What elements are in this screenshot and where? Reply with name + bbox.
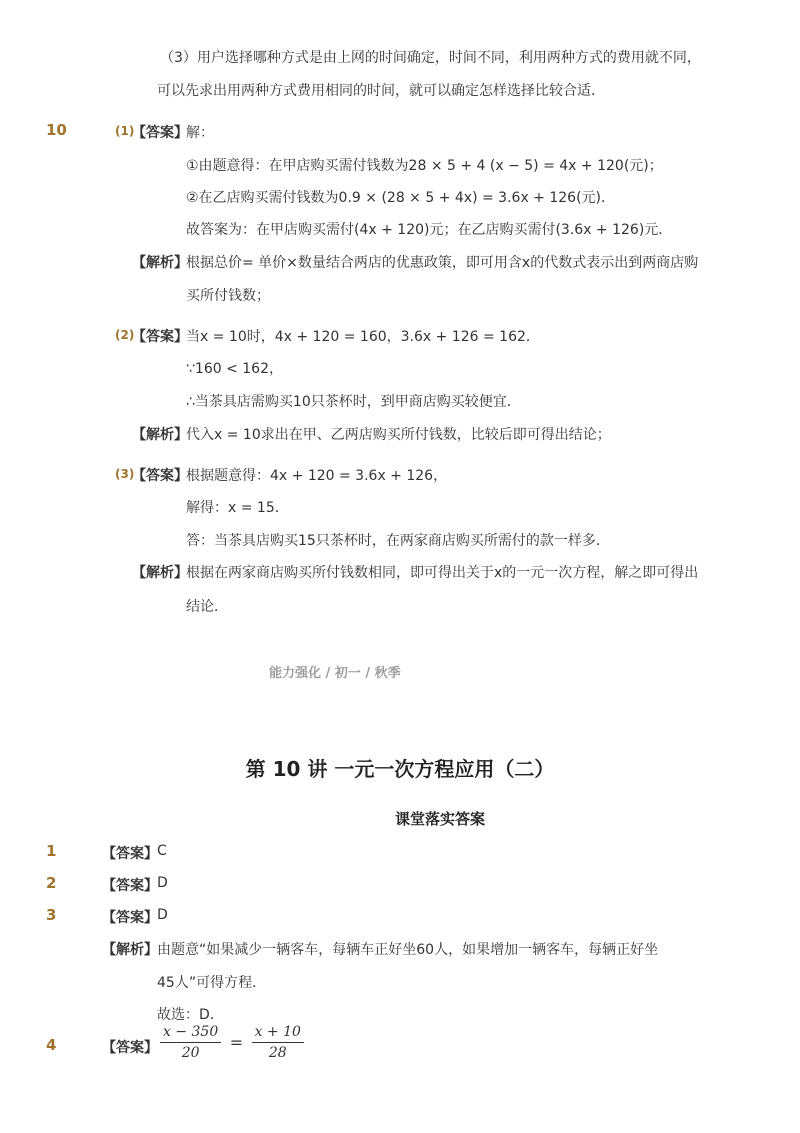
p1-line-1: ①由题意得：在甲店购买需付钱数为28 × 5 + 4 (x − 5) = 4x + 120(元)； — [186, 158, 663, 174]
question-number-3: 3 — [46, 906, 57, 924]
answer-text: 解： — [186, 125, 214, 141]
p3-line-1: 根据题意得：4x + 120 = 3.6x + 126， — [186, 468, 448, 484]
equals-sign: = — [229, 1033, 244, 1052]
p1-analysis-line-2: 买所付钱数； — [186, 288, 270, 304]
p1-line-3: 故答案为：在甲店购买需付(4x + 120)元；在乙店购买需付(3.6x + 126)元． — [186, 222, 673, 238]
answer-label: 【答案】 — [102, 1040, 158, 1056]
sub-label-1: (1) — [115, 124, 135, 138]
answer-label: 【答案】 — [102, 846, 158, 862]
answer-value: D — [157, 907, 168, 923]
sub-label-3: (3) — [115, 467, 135, 481]
q3-analysis-line-3: 故选：D． — [157, 1007, 224, 1023]
left-numerator: x − 350 — [160, 1024, 221, 1043]
right-numerator: x + 10 — [252, 1024, 304, 1043]
answer-value: C — [157, 843, 167, 859]
answer-label: 【答案】 — [132, 125, 188, 141]
answer-value: D — [157, 875, 168, 891]
q3-analysis-line-1: 由题意“如果减少一辆客车，每辆车正好坐60人，如果增加一辆客车，每辆正好坐 — [157, 942, 659, 958]
p3-line-2: 解得：x = 15． — [186, 500, 289, 516]
q3-analysis-line-2: 45人”可得方程． — [157, 975, 267, 991]
p2-line-1: 当x = 10时，4x + 120 = 160，3.6x + 126 = 162． — [186, 329, 540, 345]
fraction-equation — [156, 1024, 308, 1061]
analysis-label: 【解析】 — [132, 255, 188, 271]
analysis-label: 【解析】 — [132, 427, 188, 443]
p3-line-3: 答：当茶具店购买15只茶杯时，在两家商店购买所需付的款一样多． — [186, 533, 610, 549]
sub-label-2: (2) — [115, 328, 135, 342]
p1-line-2: ②在乙店购买需付钱数为0.9 × (28 × 5 + 4x) = 3.6x + 126(元)． — [186, 190, 616, 206]
question-number-10: 10 — [46, 121, 67, 139]
top-paragraph-line-2: 可以先求出用两种方式费用相同的时间，就可以确定怎样选择比较合适． — [157, 83, 605, 99]
lecture-title: 第 10 讲 一元一次方程应用（二） — [245, 757, 555, 781]
section-title: 课堂落实答案 — [394, 810, 485, 828]
question-number-4: 4 — [46, 1036, 57, 1054]
right-denominator: 28 — [268, 1045, 287, 1061]
answer-label: 【答案】 — [102, 878, 158, 894]
answer-label: 【答案】 — [132, 329, 188, 345]
right-fraction — [252, 1024, 304, 1061]
question-number-2: 2 — [46, 874, 57, 892]
p2-line-2: ∵160 < 162， — [186, 361, 283, 377]
p3-analysis-line-1: 根据在两家商店购买所付钱数相同，即可得出关于x的一元一次方程，解之即可得出 — [186, 565, 699, 581]
analysis-label: 【解析】 — [132, 565, 188, 581]
answer-label: 【答案】 — [102, 910, 158, 926]
left-denominator: 20 — [181, 1045, 200, 1061]
question-number-1: 1 — [46, 842, 57, 860]
p3-analysis-line-2: 结论． — [186, 599, 228, 615]
p1-analysis-line-1: 根据总价= 单价×数量结合两店的优惠政策，即可用含x的代数式表示出到两商店购 — [186, 255, 699, 271]
top-paragraph-line-1: （3）用户选择哪种方式是由上网的时间确定，时间不同，利用两种方式的费用就不同， — [160, 50, 701, 66]
analysis-label: 【解析】 — [102, 942, 158, 958]
left-fraction — [160, 1024, 221, 1061]
page-footer: 能力强化 / 初一 / 秋季 — [269, 666, 401, 681]
answer-label: 【答案】 — [132, 468, 188, 484]
p2-analysis-line-1: 代入x = 10求出在甲、乙两店购买所付钱数，比较后即可得出结论； — [186, 427, 611, 443]
p2-line-3: ∴当茶具店需购买10只茶杯时，到甲商店购买较便宜． — [186, 394, 521, 410]
